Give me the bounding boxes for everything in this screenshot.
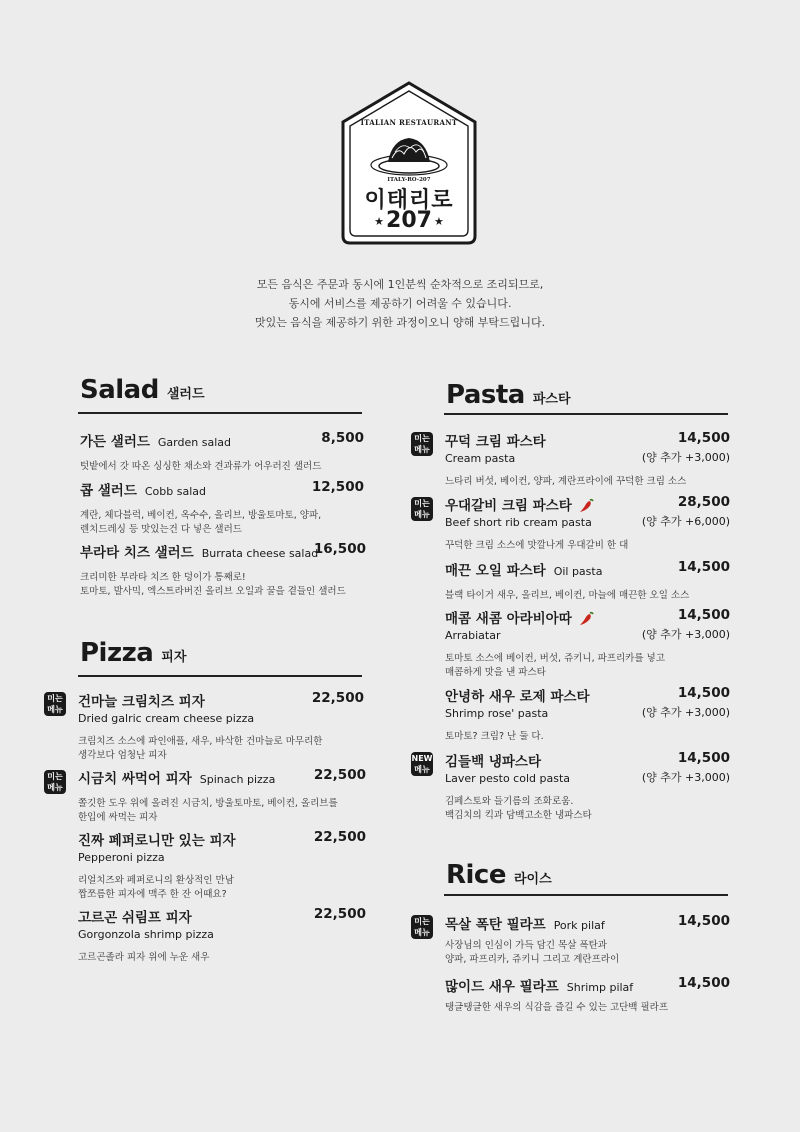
section-title-salad [80, 375, 205, 405]
intro-line: 동시에 서비스를 제공하기 어려울 수 있습니다. [288, 297, 512, 310]
restaurant-logo [340, 80, 478, 246]
menu-item [80, 541, 366, 599]
desc-line: 렌치드레싱 등 맛있는건 다 넣은 샐러드 [80, 524, 242, 535]
item-price: 22,500 [311, 690, 364, 706]
item-price: 14,500 [677, 913, 730, 929]
menu-item [445, 750, 730, 823]
desc-line: 생각보다 엄청난 피자 [78, 750, 167, 761]
item-description: 블랙 타이거 새우, 올리브, 베이컨, 마늘에 매끈한 오일 소스 [445, 590, 690, 601]
menu-item [78, 829, 366, 902]
item-name: 부라타 치즈 샐러드 [80, 545, 194, 561]
item-name-en: Gorgonzola shrimp pizza [78, 928, 214, 941]
new-menu-badge [411, 752, 433, 776]
item-name: 김들백 냉파스타 [445, 754, 541, 770]
section-title-en: Salad [80, 375, 159, 405]
logo-korean-name: 이태리로 [364, 188, 454, 213]
menu-item [445, 685, 730, 744]
item-name: 많이드 새우 필라프 [445, 979, 559, 995]
desc-line: 계란, 체다블럭, 베이컨, 옥수수, 올리브, 방울토마토, 양파, [80, 510, 322, 521]
badge-text: 미는 [414, 917, 430, 926]
item-description [80, 571, 366, 599]
item-description: 꾸덕한 크림 소스에 맛깔나게 우대갈비 한 대 [445, 540, 629, 551]
badge-text: 미는 [47, 772, 63, 781]
signature-menu-badge [411, 432, 433, 456]
menu-item [445, 430, 730, 489]
badge-text: 메뉴 [47, 783, 63, 792]
signature-menu-badge [411, 915, 433, 939]
menu-item [78, 690, 364, 763]
desc-line: 양파, 파프리카, 쥬키니 그리고 계란프라이 [445, 954, 620, 965]
item-description [445, 795, 730, 823]
item-name-en: Pork pilaf [553, 919, 605, 932]
menu-item [445, 913, 730, 967]
badge-text: 메뉴 [414, 510, 430, 519]
item-description [78, 735, 364, 763]
desc-line: 크리미한 부라타 치즈 한 덩이가 통째로! [80, 572, 246, 583]
item-description [80, 509, 364, 537]
desc-line: 매콤하게 맛을 낸 파스타 [445, 667, 546, 678]
item-price: 28,500 [677, 494, 730, 510]
item-name-en: Cobb salad [144, 485, 206, 498]
item-name: 콥 샐러드 [80, 483, 137, 499]
item-price: 14,500 [677, 430, 730, 446]
item-name-en: Dried galric cream cheese pizza [78, 712, 255, 725]
item-description: 토마토? 크림? 난 둘 다. [445, 731, 544, 742]
item-price: 22,500 [313, 829, 366, 845]
desc-line: 짭쪼름한 피자에 맥주 한 잔 어때요? [78, 889, 227, 900]
item-extra-price: (양 추가 +3,000) [641, 628, 730, 641]
badge-text: 미는 [414, 499, 430, 508]
badge-text: 미는 [414, 434, 430, 443]
section-title-rice [446, 860, 552, 890]
logo-sub-text: ITALY-RO-207 [387, 177, 431, 183]
star-icon: ★ [374, 214, 385, 228]
menu-item [445, 607, 730, 680]
desc-line: 백김치의 킥과 담백고소한 냉파스타 [445, 810, 592, 821]
item-name: 매콤 새콤 아라비아따 [445, 611, 572, 627]
item-name-en: Shrimp pilaf [566, 981, 634, 994]
item-extra-price: (양 추가 +3,000) [641, 771, 730, 784]
item-extra-price: (양 추가 +3,000) [641, 451, 730, 464]
item-description: 느타리 버섯, 베이컨, 양파, 계란프라이에 꾸덕한 크림 소스 [445, 476, 687, 487]
item-description: 고르곤졸라 피자 위에 누운 새우 [78, 952, 210, 963]
desc-line: 쫄깃한 도우 위에 올려진 시금치, 방울토마토, 베이컨, 올리브를 [78, 798, 338, 809]
item-extra-price: (양 추가 +3,000) [641, 706, 730, 719]
badge-text: 메뉴 [414, 765, 430, 774]
section-title-en: Rice [446, 860, 506, 890]
item-name: 우대갈비 크림 파스타 [445, 498, 572, 514]
badge-text: 메뉴 [414, 928, 430, 937]
chili-pepper-icon [578, 498, 594, 514]
logo-number-text: 207 [386, 208, 432, 233]
menu-item [445, 494, 730, 553]
section-title-kr: 피자 [161, 650, 187, 665]
section-divider [78, 412, 362, 414]
badge-text: 미는 [47, 694, 63, 703]
desc-line: 리얼치즈와 페퍼로니의 환상적인 만남 [78, 875, 234, 886]
item-description: 탱글탱글한 새우의 식감을 즐길 수 있는 고단백 필라프 [445, 1002, 669, 1013]
signature-menu-badge [44, 692, 66, 716]
item-name-en: Cream pasta [445, 452, 516, 465]
badge-text: NEW [411, 754, 433, 763]
desc-line: 김페스토와 들기름의 조화로움. [445, 796, 574, 807]
menu-item [80, 479, 364, 537]
section-title-pasta [446, 380, 571, 410]
badge-text: 메뉴 [414, 445, 430, 454]
menu-item [78, 906, 366, 965]
item-description: 텃밭에서 갓 따온 싱싱한 채소와 견과류가 어우러진 샐러드 [80, 461, 322, 472]
section-title-kr: 파스타 [532, 392, 571, 407]
intro-line: 모든 음식은 주문과 동시에 1인분씩 순차적으로 조리되므로, [256, 278, 544, 291]
desc-line: 토마토, 발사믹, 엑스트라버진 올리브 오일과 꿀을 곁들인 샐러드 [80, 586, 346, 597]
menu-item [445, 559, 730, 603]
section-divider [444, 894, 728, 896]
item-name-en: Shrimp rose' pasta [445, 707, 549, 720]
item-price: 14,500 [677, 559, 730, 575]
menu-item [80, 430, 364, 474]
item-name-en: Beef short rib cream pasta [445, 516, 592, 529]
section-divider [78, 675, 362, 677]
item-name-en: Burrata cheese salad [201, 547, 319, 560]
item-name: 건마늘 크림치즈 피자 [78, 694, 205, 710]
item-price: 16,500 [313, 541, 366, 557]
intro-notice [0, 275, 800, 332]
item-name: 진짜 페퍼로니만 있는 피자 [78, 833, 236, 849]
desc-line: 사장님의 인심이 가득 담긴 목살 폭탄과 [445, 940, 607, 951]
item-description [78, 797, 366, 825]
badge-text: 메뉴 [47, 705, 63, 714]
desc-line: 한입에 싸먹는 피자 [78, 812, 158, 823]
menu-item [78, 767, 366, 825]
signature-menu-badge [411, 497, 433, 521]
item-price: 22,500 [313, 906, 366, 922]
section-title-pizza [80, 638, 186, 668]
intro-line: 맛있는 음식을 제공하기 위한 과정이오니 양해 부탁드립니다. [254, 316, 546, 329]
item-name: 가든 샐러드 [80, 434, 150, 450]
item-name: 시금치 싸먹어 피자 [78, 771, 192, 787]
section-title-kr: 샐러드 [166, 387, 205, 402]
section-title-kr: 라이스 [513, 872, 552, 887]
item-price: 12,500 [311, 479, 364, 495]
chili-pepper-icon [578, 611, 594, 627]
item-name-en: Garden salad [157, 436, 231, 449]
desc-line: 크림치즈 소스에 파인애플, 새우, 바삭한 건마늘로 마무리한 [78, 736, 323, 747]
item-price: 14,500 [677, 607, 730, 623]
section-title-en: Pasta [446, 380, 525, 410]
item-name: 고르곤 쉬림프 피자 [78, 910, 192, 926]
item-price: 14,500 [677, 750, 730, 766]
item-price: 14,500 [677, 685, 730, 701]
signature-menu-badge [44, 770, 66, 794]
item-price: 8,500 [321, 430, 364, 446]
item-name-en: Pepperoni pizza [78, 851, 165, 864]
item-extra-price: (양 추가 +6,000) [641, 515, 730, 528]
logo-restaurant-type: ITALIAN RESTAURANT [360, 118, 458, 127]
item-description [445, 652, 730, 680]
item-name-en: Oil pasta [553, 565, 603, 578]
item-description [445, 939, 730, 967]
item-price: 22,500 [313, 767, 366, 783]
desc-line: 토마토 소스에 베이컨, 버섯, 쥬키니, 파프리카를 넣고 [445, 653, 665, 664]
item-name: 꾸덕 크림 파스타 [445, 434, 546, 450]
section-divider [444, 413, 728, 415]
item-price: 14,500 [677, 975, 730, 991]
item-name: 목살 폭탄 필라프 [445, 917, 546, 933]
item-description [78, 874, 366, 902]
menu-item [445, 975, 730, 1015]
item-name-en: Arrabiatar [445, 629, 501, 642]
item-name-en: Spinach pizza [199, 773, 276, 786]
star-icon: ★ [433, 214, 444, 228]
item-name: 안녕하 새우 로제 파스타 [445, 689, 590, 705]
item-name-en: Laver pesto cold pasta [445, 772, 571, 785]
section-title-en: Pizza [80, 638, 154, 668]
logo-number [340, 208, 478, 233]
item-name: 매끈 오일 파스타 [445, 563, 546, 579]
